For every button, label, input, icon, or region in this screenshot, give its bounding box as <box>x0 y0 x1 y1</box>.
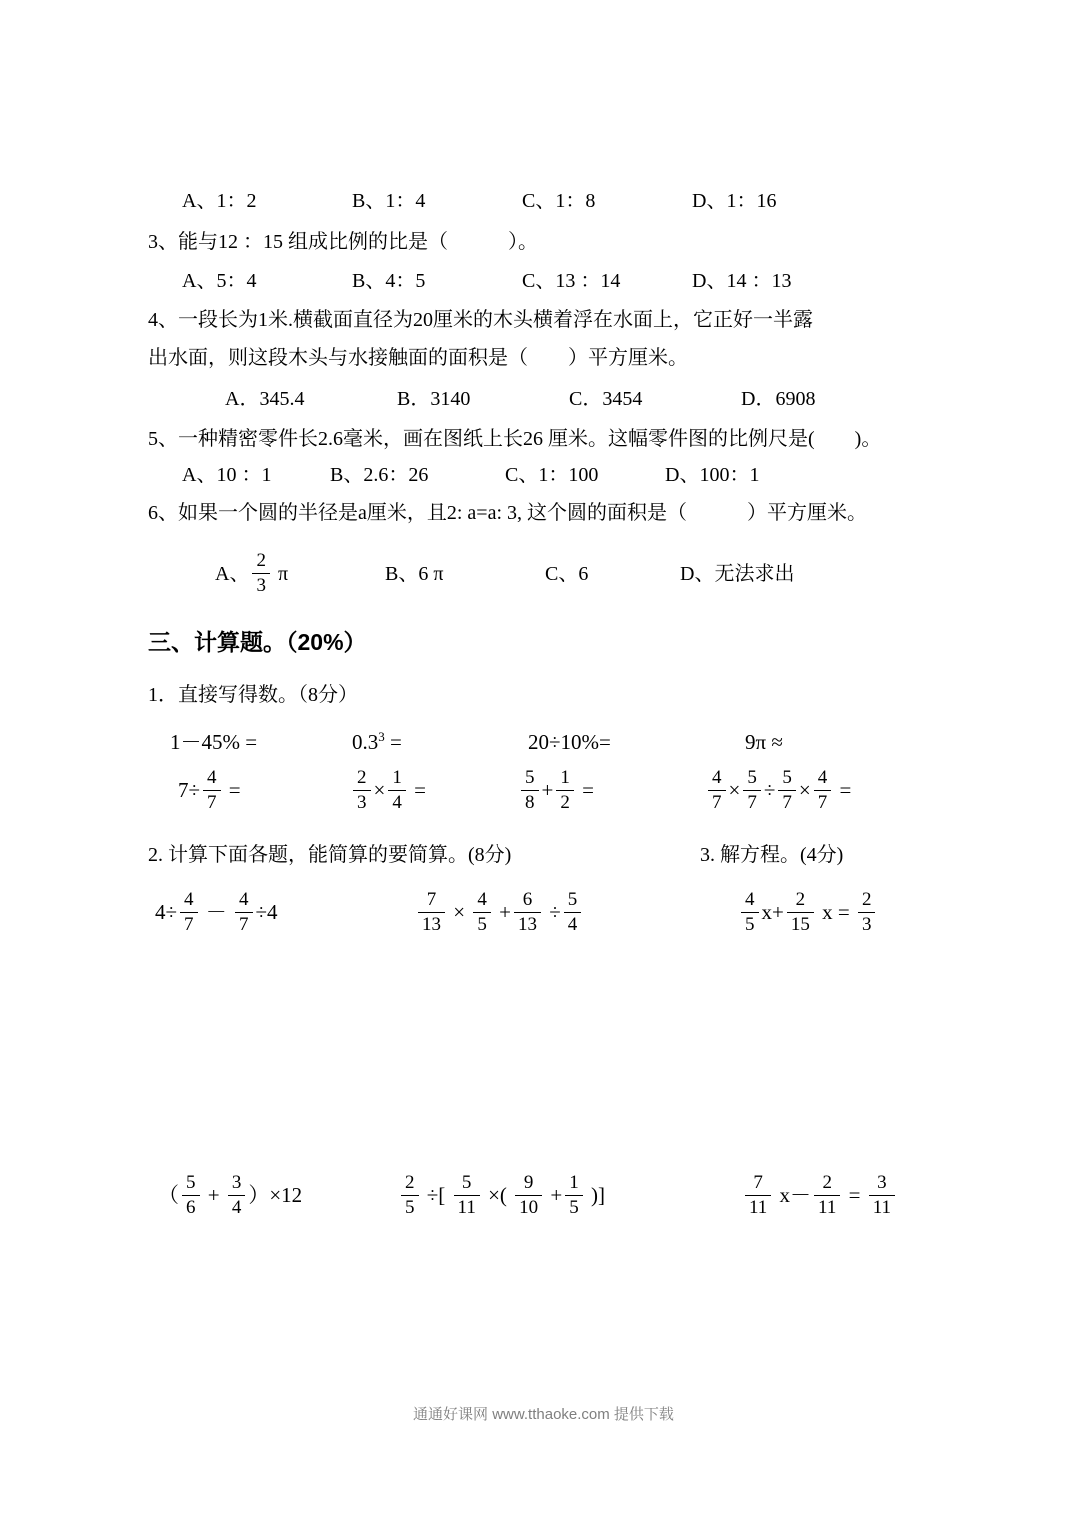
math-expression: $\frac{4}{5}$ x+ $\frac{2}{15}$ x = $\frac{2}{3}$ <box>738 884 878 940</box>
math-expression: $\frac{2}{5}$ ÷[ $\frac{5}{11}$ ×( $\frac{9}{10}$ + $\frac{1}{5}$ )] <box>398 1166 605 1224</box>
option-d: D、100：1 <box>665 464 760 486</box>
math-expression: $\frac{7}{11}$ x－ $\frac{2}{11}$ = $\frac{3}{11}$ <box>742 1166 898 1224</box>
math-expression: （ $\frac{5}{6}$ + $\frac{3}{4}$ ）×12 <box>158 1171 303 1218</box>
fraction: $\frac{4}{5}$ <box>473 889 491 936</box>
fraction: $\frac{4}{7}$ <box>203 767 221 814</box>
option-b: B、6 π <box>385 563 444 585</box>
fraction: $\frac{4}{7}$ <box>708 767 726 814</box>
subsection-3-heading: 3. 解方程。(4分) <box>700 844 844 866</box>
question-4-options <box>225 386 913 412</box>
fraction: $\frac{3}{11}$ <box>869 1172 895 1219</box>
fraction: $\frac{5}{7}$ <box>743 767 761 814</box>
option-c: C．3454 <box>569 388 643 410</box>
fraction: $\frac{5}{4}$ <box>564 889 582 936</box>
fraction: $\frac{1}{5}$ <box>565 1172 583 1219</box>
option-b: B、4：5 <box>352 270 426 292</box>
calculation-row-2 <box>0 1166 1087 1224</box>
math-expression: $0.3^3$ = <box>352 729 402 754</box>
option-a: A、1：2 <box>182 190 257 212</box>
calculation-row-1 <box>0 884 1087 940</box>
question-6-options <box>215 546 794 602</box>
fraction: $\frac{5}{8}$ <box>521 767 539 814</box>
math-expression: $\frac{4}{7}$ × $\frac{5}{7}$ ÷ $\frac{5}{7}$ × $\frac{4}{7}$ = <box>705 763 851 817</box>
question-5-text: 5、一种精密零件长2.6毫米，画在图纸上长26 厘米。这幅零件图的比例尺是( )。 <box>148 428 882 450</box>
fraction: $\frac{1}{4}$ <box>388 767 406 814</box>
section-3-heading: 三、计算题。（20%） <box>148 629 367 655</box>
fraction: $\frac{7}{13}$ <box>418 889 445 936</box>
math-expression: 7÷ $\frac{4}{7}$ = <box>178 766 241 813</box>
question-3-options <box>182 268 862 294</box>
fraction: $\frac{2}{3}$ <box>353 767 371 814</box>
fraction: $\frac{4}{7}$ <box>180 889 198 936</box>
fraction: $\frac{2}{11}$ <box>814 1172 840 1219</box>
subsection-2-heading: 2. 计算下面各题，能简算的要简算。(8分) <box>148 844 512 866</box>
option-d: D、无法求出 <box>680 563 795 585</box>
fraction: $\frac{2}{5}$ <box>401 1172 419 1219</box>
option-d: D、14 ：13 <box>692 270 792 292</box>
fraction: $\frac{2}{3}$ <box>858 889 876 936</box>
question-3-text: 3、能与12 ：15 组成比例的比是（ ）。 <box>148 231 538 253</box>
option-c: C、1：100 <box>505 464 599 486</box>
question-4-text-line1: 4、一段长为1米.横截面直径为20厘米的木头横着浮在水面上，它正好一半露 <box>148 309 813 331</box>
option-d: D．6908 <box>741 388 816 410</box>
question-5-options <box>182 462 759 488</box>
option-a: A、10 ：1 <box>182 464 272 486</box>
option-b: B、2.6：26 <box>330 464 429 486</box>
mental-math-row-2 <box>0 763 1087 817</box>
math-expression: 1－45% = <box>170 730 258 754</box>
fraction: $\frac{6}{13}$ <box>514 889 541 936</box>
option-b: B、1：4 <box>352 190 426 212</box>
math-expression: 9π ≈ <box>745 730 783 754</box>
fraction: $\frac{4}{7}$ <box>235 889 253 936</box>
option-d: D、1：16 <box>692 190 777 212</box>
fraction: $\frac{4}{7}$ <box>814 767 832 814</box>
fraction: $\frac{9}{10}$ <box>515 1172 542 1219</box>
option-c: C、6 <box>545 563 589 585</box>
fraction: $\frac{5}{11}$ <box>454 1172 480 1219</box>
fraction: $\frac{3}{4}$ <box>228 1172 246 1219</box>
option-a: A、 $\frac{2}{3}$ π <box>215 550 289 596</box>
math-expression: 4÷ $\frac{4}{7}$ － $\frac{4}{7}$ ÷4 <box>155 888 278 935</box>
question-4-text-line2: 出水面，则这段木头与水接触面的面积是（ ）平方厘米。 <box>148 347 688 369</box>
option-a: A．345.4 <box>225 388 305 410</box>
footer-watermark: 通通好课网 www.tthaoke.com 提供下载 <box>413 1406 674 1423</box>
fraction: $\frac{2}{15}$ <box>787 889 814 936</box>
option-a: A、5：4 <box>182 270 257 292</box>
math-expression: $\frac{2}{3}$ × $\frac{1}{4}$ = <box>350 763 426 817</box>
fraction: $\frac{1}{2}$ <box>556 767 574 814</box>
math-expression: $\frac{7}{13}$ × $\frac{4}{5}$ + $\frac{6}{13}$ ÷ $\frac{5}{4}$ <box>415 884 584 940</box>
fraction: $\frac{7}{11}$ <box>745 1172 771 1219</box>
fraction: $\frac{5}{7}$ <box>778 767 796 814</box>
option-c: C、1：8 <box>522 190 596 212</box>
fraction: $\frac{4}{5}$ <box>741 889 759 936</box>
fraction: $\frac{5}{6}$ <box>182 1172 200 1219</box>
math-expression: 20÷10%= <box>528 730 611 754</box>
question-6-text: 6、如果一个圆的半径是a厘米，且2: a=a: 3, 这个圆的面积是（ ）平方厘米。 <box>148 502 868 524</box>
option-b: B．3140 <box>397 388 471 410</box>
option-c: C、13 ：14 <box>522 270 621 292</box>
subsection-1-heading: 1．直接写得数。（8分） <box>148 684 358 706</box>
question-2-options <box>182 188 862 214</box>
math-expression: $\frac{5}{8}$ + $\frac{1}{2}$ = <box>518 763 594 817</box>
fraction: $\frac{2}{3}$ <box>252 550 270 597</box>
superscript: 3 <box>378 729 385 744</box>
